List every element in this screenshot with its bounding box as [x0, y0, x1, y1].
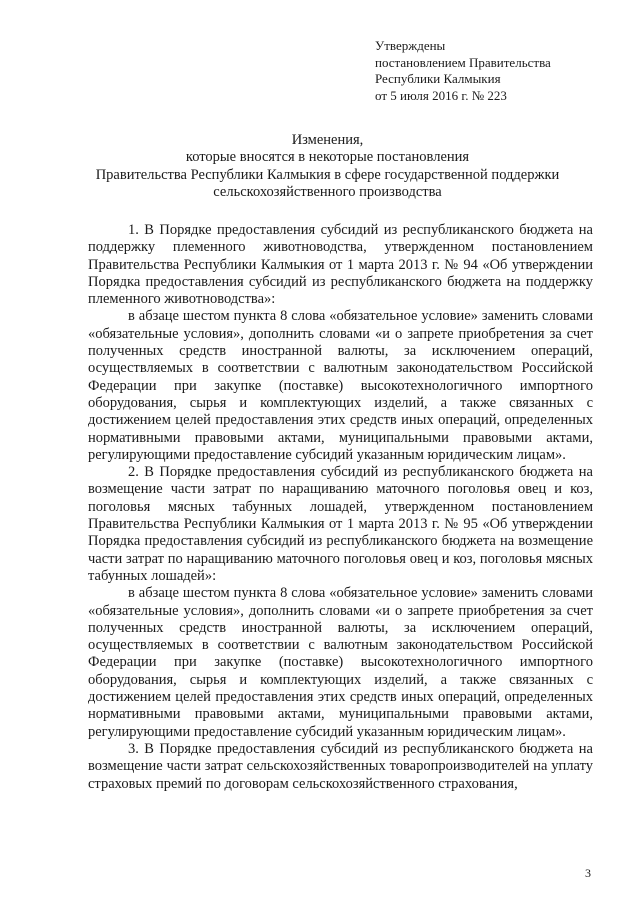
approval-line: от 5 июля 2016 г. № 223: [375, 87, 507, 103]
heading-line: Изменения,: [291, 132, 364, 148]
heading-line: сельскохозяйственного производства: [213, 183, 442, 200]
document-heading: [60, 132, 595, 201]
page-number: 3: [585, 866, 591, 880]
approval-line: Республики Калмыкия: [375, 71, 501, 86]
heading-line: которые вносятся в некоторые постановления: [185, 149, 470, 166]
approval-line: Утверждены: [375, 38, 446, 53]
document-body: [88, 222, 593, 793]
paragraph: 3. В Порядке предоставления субсидий из республиканского бюджета на возмещение части затрат сельскохозяйственных товаропроизводителей на уплату страховых премий по договорам сельскохозяйственного страхования,: [88, 740, 593, 792]
approval-line: постановлением Правительства: [375, 54, 551, 70]
paragraph: в абзаце шестом пункта 8 слова «обязательное условие» заменить словами «обязательные условия», дополнить словами «и о запрете приобретения за счет полученных средств иностранной валюты, за исключением операций, осуществляемых в соответствии с валютным законодательством Российской Федерации при закупке (поставке) высокотехнологичного импортного оборудования, сырья и комплектующих изделий, а также связанных с достижением целей предоставления этих средств иных операций, определенных нормативными правовыми актами, муниципальными правовыми актами, регулирующими предоставление субсидий указанным юридическим лицам».: [88, 308, 593, 463]
approval-stamp: [375, 38, 625, 104]
paragraph: в абзаце шестом пункта 8 слова «обязательное условие» заменить словами «обязательные условия», дополнить словами «и о запрете приобретения за счет полученных средств иностранной валюты, за исключением операций, осуществляемых в соответствии с валютным законодательством Российской Федерации при закупке (поставке) высокотехнологичного импортного оборудования, сырья и комплектующих изделий, а также связанных с достижением целей предоставления этих средств иных операций, определенных нормативными правовыми актами, муниципальными правовыми актами, регулирующими предоставление субсидий указанным юридическим лицам».: [88, 585, 593, 740]
paragraph: 2. В Порядке предоставления субсидий из республиканского бюджета на возмещение части затрат по наращиванию маточного поголовья овец и коз, поголовья мясных табунных лошадей, утвержденном постановлением Правительства Республики Калмыкия от 1 марта 2013 г. № 95 «Об утверждении Порядка предоставления субсидий из республиканского бюджета на возмещение части затрат по наращиванию маточного поголовья овец и коз, поголовья мясных табунных лошадей»:: [88, 464, 593, 584]
paragraph: 1. В Порядке предоставления субсидий из республиканского бюджета на поддержку племенного животноводства, утвержденном постановлением Правительства Республики Калмыкия от 1 марта 2013 г. № 94 «Об утверждении Порядка предоставления субсидий из республиканского бюджета на поддержку племенного животноводства»:: [88, 222, 593, 308]
heading-line: Правительства Республики Калмыкия в сфере государственной поддержки: [95, 166, 560, 183]
